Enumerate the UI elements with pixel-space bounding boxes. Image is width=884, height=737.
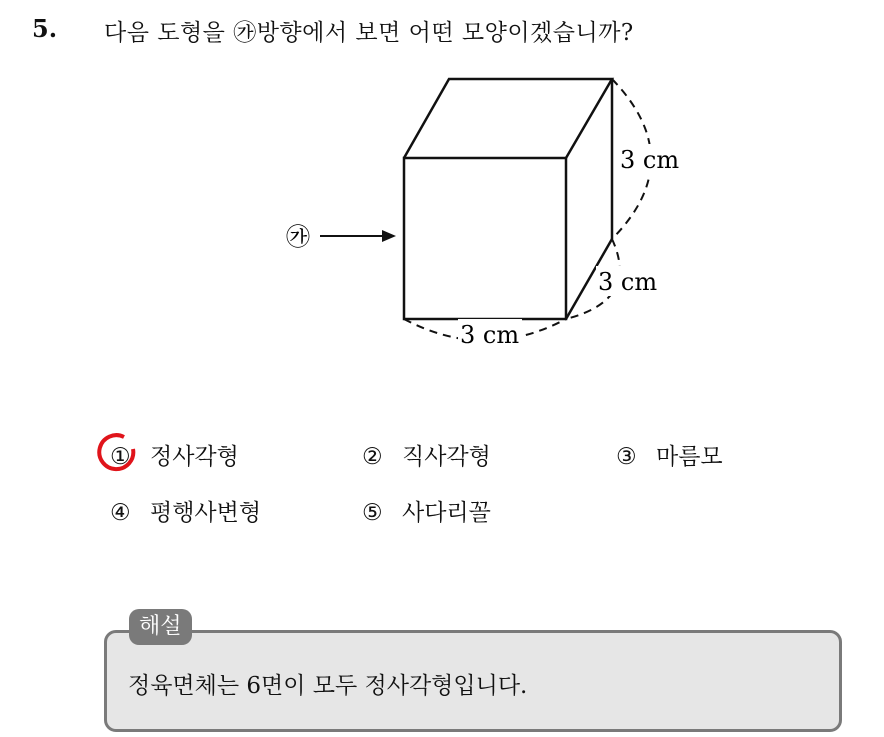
cube-top-face — [404, 79, 612, 158]
depth-label: 3 cm — [598, 268, 658, 296]
choice-3-text: 마름모 — [656, 444, 723, 470]
choice-4-number: ④ — [110, 500, 131, 526]
explanation-text: 정육면체는 6면이 모두 정사각형입니다. — [128, 673, 528, 699]
choice-2[interactable] — [362, 438, 491, 471]
choice-2-number: ② — [362, 444, 383, 470]
arrow-head-icon — [382, 230, 396, 242]
choice-3[interactable] — [616, 438, 723, 471]
explanation-label: 해설 — [129, 609, 192, 645]
cube-front-face — [404, 158, 566, 319]
height-label: 3 cm — [620, 146, 680, 174]
arrow-label: ㉮ — [286, 223, 310, 251]
width-label: 3 cm — [460, 321, 520, 349]
choice-1-number: ① — [110, 444, 131, 470]
choice-1[interactable] — [110, 438, 239, 471]
question-text: 다음 도형을 ㉮방향에서 보면 어떤 모양이겠습니까? — [104, 20, 634, 46]
question-number: 5. — [32, 14, 58, 43]
choice-1-text: 정사각형 — [150, 444, 239, 470]
choice-5[interactable] — [362, 494, 491, 527]
choice-4-text: 평행사변형 — [150, 500, 262, 526]
choice-4[interactable] — [110, 494, 261, 527]
choice-2-text: 직사각형 — [402, 444, 491, 470]
choice-3-number: ③ — [616, 444, 637, 470]
choice-5-text: 사다리꼴 — [402, 500, 491, 526]
choice-5-number: ⑤ — [362, 500, 383, 526]
